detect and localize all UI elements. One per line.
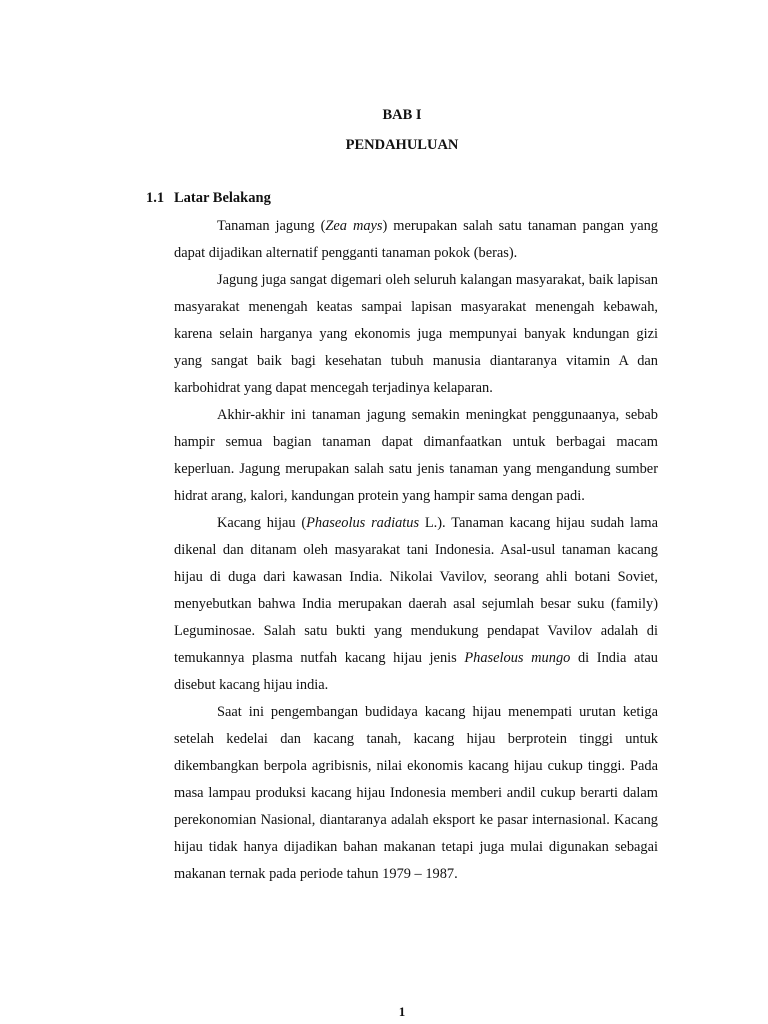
scientific-name: Phaselous mungo bbox=[464, 650, 571, 666]
chapter-number: BAB I bbox=[382, 107, 422, 123]
paragraph-kacang-hijau-development: Saat ini pengembangan budidaya kacang hijau menempati urutan ketiga setelah kedelai dan kacang tanah, kacang hijau berprotein tinggi untuk dikembangkan berpola agribisnis, nilai ekonomis kacang hijau cukup tinggi. Pada masa lampau produksi kacang hijau Indonesia memberi andil cukup berarti dalam perekonomian Nasional, diantaranya adalah eksport ke pasar internasional. Kacang hijau tidak hanya dijadikan bahan makanan tetapi juga mulai digunakan sebagai makanan ternak pada periode tahun 1979 – 1987. bbox=[174, 704, 658, 882]
text-run: Kacang hijau ( bbox=[217, 515, 307, 531]
section-title: Latar Belakang bbox=[174, 190, 271, 206]
page-number: 1 bbox=[398, 1004, 406, 1019]
text-run: ) merupakan salah satu tanaman pangan yang dapat dijadikan alternatif pengganti tanaman pokok (beras). bbox=[174, 218, 658, 261]
text-run: L.). Tanaman kacang hijau sudah lama dikenal dan ditanam oleh masyarakat tani Indonesia. Asal-usul tanaman kacang hijau di duga dari kawasan India. Nikolai Vavilov, seorang ahli botani Soviet, menyebutkan bahwa India merupakan daerah asal sejumlah besar suku (family) Leguminosae. Salah satu bukti yang mendukung pendapat Vavilov adalah di temukannya plasma nutfah kacang hijau jenis bbox=[174, 515, 659, 666]
paragraph-jagung-intro bbox=[174, 213, 658, 267]
text-run: di India atau disebut kacang hijau india. bbox=[174, 650, 658, 693]
section-number: 1.1 bbox=[146, 190, 165, 206]
scientific-name: Zea mays bbox=[325, 218, 383, 234]
paragraph-jagung-popularity: Jagung juga sangat digemari oleh seluruh kalangan masyarakat, baik lapisan masyarakat menengah keatas sampai lapisan masyarakat menengah kebawah, karena selain harganya yang ekonomis juga mempunyai banyak kndungan gizi yang sangat baik bagi kesehatan tubuh manusia diantaranya vitamin A dan karbohidrat yang dapat mencegah terjadinya kelaparan. bbox=[174, 272, 658, 396]
text-run: Tanaman jagung ( bbox=[217, 218, 326, 234]
paragraph-kacang-hijau-origin bbox=[174, 510, 658, 699]
section-heading bbox=[146, 190, 271, 207]
paragraph-jagung-usage: Akhir-akhir ini tanaman jagung semakin meningkat penggunaanya, sebab hampir semua bagian tanaman dapat dimanfaatkan untuk berbagai macam keperluan. Jagung merupakan salah satu jenis tanaman yang mengandung sumber hidrat arang, kalori, kandungan protein yang hampir sama dengan padi. bbox=[174, 407, 658, 504]
body-text bbox=[174, 213, 658, 888]
scientific-name: Phaseolus radiatus bbox=[306, 515, 420, 531]
chapter-title: PENDAHULUAN bbox=[345, 137, 459, 153]
